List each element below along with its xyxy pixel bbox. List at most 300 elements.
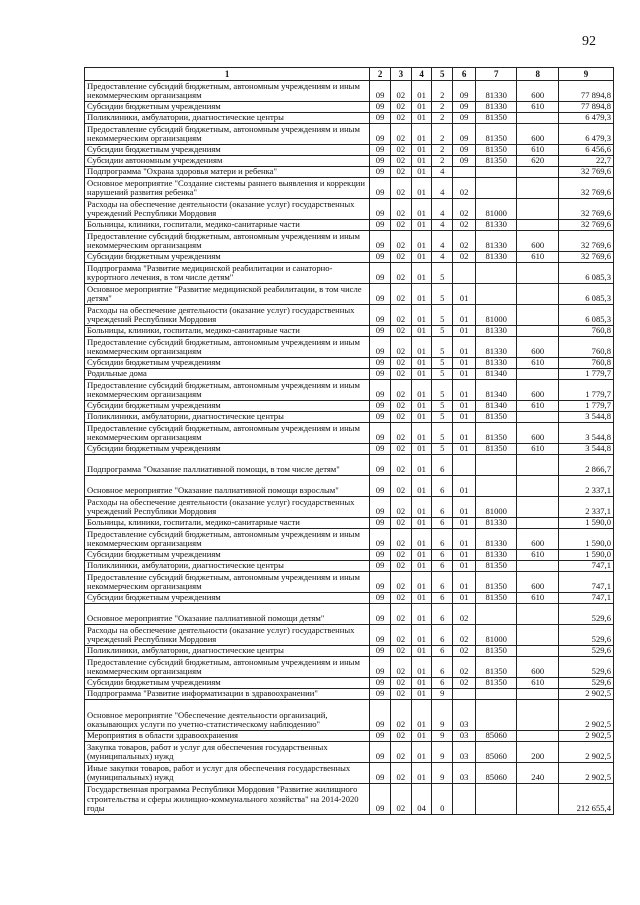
code-cell: 01 [411,700,432,731]
code-cell: 85060 [475,742,516,763]
code-cell: 81350 [475,444,516,455]
code-cell: 02 [390,742,411,763]
column-header: 5 [432,68,453,81]
code-cell [517,561,558,572]
code-cell: 610 [517,358,558,369]
code-cell: 09 [370,252,391,263]
code-cell: 2 [432,113,453,124]
table-row [85,700,614,731]
code-cell: 02 [390,220,411,231]
code-cell: 09 [370,625,391,646]
code-cell: 02 [390,412,411,423]
table-row [85,145,614,156]
code-cell: 81330 [475,252,516,263]
row-name-cell: Субсидии бюджетным учреждениям [85,102,370,113]
code-cell: 4 [432,199,453,220]
code-cell: 81330 [475,81,516,102]
code-cell: 4 [432,167,453,178]
table-row [85,369,614,380]
code-cell: 600 [517,423,558,444]
code-cell: 01 [411,156,432,167]
row-name-cell: Иные закупки товаров, работ и услуг для обеспечения государственных (муниципальных) нужд [85,763,370,784]
table-row [85,199,614,220]
code-cell: 81350 [475,412,516,423]
code-cell: 02 [390,124,411,145]
code-cell: 02 [390,731,411,742]
code-cell [475,263,516,284]
code-cell: 02 [390,678,411,689]
code-cell: 02 [390,423,411,444]
code-cell: 09 [370,784,391,815]
code-cell [517,700,558,731]
amount-cell: 32 769,6 [558,220,613,231]
code-cell: 6 [432,529,453,550]
code-cell: 02 [390,178,411,199]
table-row [85,124,614,145]
row-name-cell: Расходы на обеспечение деятельности (оказание услуг) государственных учреждений Республики Мордовия [85,305,370,326]
code-cell: 01 [453,337,476,358]
code-cell: 600 [517,529,558,550]
column-header: 9 [558,68,613,81]
row-name-cell: Больницы, клиники, госпитали, медико-санитарные части [85,220,370,231]
code-cell: 9 [432,689,453,700]
row-name-cell: Основное мероприятие "Развитие медицинской реабилитации, в том числе детям" [85,284,370,305]
code-cell: 01 [411,497,432,518]
amount-cell: 6 479,3 [558,113,613,124]
code-cell: 02 [390,199,411,220]
row-name-cell: Поликлиники, амбулатории, диагностические центры [85,646,370,657]
code-cell: 620 [517,156,558,167]
code-cell: 02 [390,763,411,784]
code-cell: 6 [432,550,453,561]
code-cell: 5 [432,369,453,380]
code-cell: 01 [411,561,432,572]
code-cell: 2 [432,156,453,167]
row-name-cell: Субсидии бюджетным учреждениям [85,145,370,156]
code-cell: 6 [432,593,453,604]
code-cell: 09 [370,529,391,550]
code-cell: 01 [411,412,432,423]
code-cell: 01 [411,731,432,742]
table-row [85,102,614,113]
code-cell: 01 [453,326,476,337]
row-name-cell: Субсидии бюджетным учреждениям [85,358,370,369]
code-cell: 09 [370,145,391,156]
amount-cell: 32 769,6 [558,231,613,252]
table-row [85,444,614,455]
table-row [85,337,614,358]
table-row [85,178,614,199]
code-cell: 09 [453,145,476,156]
row-name-cell: Основное мероприятие "Создание системы раннего выявления и коррекции нарушений развития ребенка" [85,178,370,199]
code-cell: 01 [411,423,432,444]
code-cell: 01 [411,252,432,263]
table-row [85,263,614,284]
code-cell: 02 [390,476,411,497]
amount-cell: 529,6 [558,604,613,625]
table-row [85,412,614,423]
amount-cell: 2 902,5 [558,731,613,742]
table-row [85,380,614,401]
row-name-cell: Родильные дома [85,369,370,380]
code-cell: 09 [370,102,391,113]
code-cell: 01 [411,678,432,689]
table-row [85,305,614,326]
table-row [85,731,614,742]
code-cell: 01 [453,476,476,497]
amount-cell: 1 590,0 [558,529,613,550]
code-cell: 02 [390,497,411,518]
code-cell: 01 [453,369,476,380]
code-cell: 09 [370,518,391,529]
code-cell: 81340 [475,401,516,412]
code-cell: 610 [517,145,558,156]
code-cell: 9 [432,731,453,742]
code-cell: 81000 [475,199,516,220]
code-cell: 01 [411,444,432,455]
table-row [85,113,614,124]
row-name-cell: Предоставление субсидий бюджетным, автономным учреждениям и иным некоммерческим организациям [85,81,370,102]
code-cell: 01 [411,689,432,700]
amount-cell: 1 779,7 [558,380,613,401]
amount-cell: 747,1 [558,572,613,593]
row-name-cell: Предоставление субсидий бюджетным, автономным учреждениям и иным некоммерческим организациям [85,423,370,444]
code-cell: 6 [432,561,453,572]
code-cell [517,305,558,326]
code-cell: 01 [411,646,432,657]
code-cell: 01 [453,550,476,561]
code-cell: 02 [453,657,476,678]
row-name-cell: Подпрограмма "Охрана здоровья матери и ребенка" [85,167,370,178]
code-cell: 09 [453,102,476,113]
code-cell: 01 [411,369,432,380]
code-cell: 5 [432,284,453,305]
code-cell: 02 [390,358,411,369]
code-cell: 02 [390,700,411,731]
code-cell: 09 [370,358,391,369]
code-cell: 6 [432,572,453,593]
code-cell: 09 [370,167,391,178]
code-cell: 81350 [475,572,516,593]
row-name-cell: Субсидии бюджетным учреждениям [85,401,370,412]
code-cell: 9 [432,700,453,731]
row-name-cell: Субсидии автономным учреждениям [85,156,370,167]
code-cell: 610 [517,444,558,455]
code-cell [517,199,558,220]
code-cell [475,178,516,199]
code-cell: 81340 [475,369,516,380]
row-name-cell: Поликлиники, амбулатории, диагностические центры [85,561,370,572]
code-cell: 01 [411,529,432,550]
row-name-cell: Закупка товаров, работ и услуг для обеспечения государственных (муниципальных) нужд [85,742,370,763]
code-cell: 02 [390,593,411,604]
code-cell: 02 [390,326,411,337]
code-cell: 03 [453,742,476,763]
code-cell: 01 [411,220,432,231]
code-cell: 02 [390,529,411,550]
code-cell: 01 [411,604,432,625]
code-cell: 4 [432,231,453,252]
code-cell: 01 [411,742,432,763]
code-cell: 09 [370,646,391,657]
code-cell: 02 [390,369,411,380]
row-name-cell: Предоставление субсидий бюджетным, автономным учреждениям и иным некоммерческим организациям [85,572,370,593]
column-header: 2 [370,68,391,81]
row-name-cell: Поликлиники, амбулатории, диагностические центры [85,113,370,124]
row-name-cell: Подпрограмма "Оказание паллиативной помощи, в том числе детям" [85,455,370,476]
code-cell [517,167,558,178]
amount-cell: 1 590,0 [558,550,613,561]
code-cell: 6 [432,518,453,529]
code-cell: 02 [390,455,411,476]
column-header: 8 [517,68,558,81]
table-row [85,561,614,572]
code-cell: 02 [453,678,476,689]
code-cell: 01 [411,81,432,102]
amount-cell: 212 655,4 [558,784,613,815]
code-cell: 02 [453,646,476,657]
code-cell: 85060 [475,731,516,742]
code-cell: 5 [432,358,453,369]
code-cell: 81350 [475,678,516,689]
code-cell: 02 [390,657,411,678]
code-cell [517,369,558,380]
code-cell: 81340 [475,380,516,401]
code-cell: 01 [453,305,476,326]
code-cell: 600 [517,124,558,145]
code-cell: 81350 [475,423,516,444]
row-name-cell: Предоставление субсидий бюджетным, автономным учреждениям и иным некоммерческим организациям [85,231,370,252]
code-cell: 02 [390,689,411,700]
code-cell [475,455,516,476]
amount-cell: 529,6 [558,625,613,646]
amount-cell: 77 894,8 [558,81,613,102]
row-name-cell: Мероприятия в области здравоохранения [85,731,370,742]
code-cell: 02 [390,167,411,178]
code-cell: 02 [390,561,411,572]
code-cell: 01 [453,518,476,529]
code-cell: 81350 [475,593,516,604]
code-cell [517,689,558,700]
table-row [85,358,614,369]
column-header: 6 [453,68,476,81]
table-row [85,604,614,625]
code-cell: 02 [453,178,476,199]
code-cell: 01 [411,167,432,178]
code-cell [517,412,558,423]
code-cell: 09 [370,380,391,401]
table-row [85,284,614,305]
code-cell: 02 [453,231,476,252]
amount-cell: 747,1 [558,593,613,604]
row-name-cell: Субсидии бюджетным учреждениям [85,678,370,689]
row-name-cell: Расходы на обеспечение деятельности (оказание услуг) государственных учреждений Республики Мордовия [85,497,370,518]
code-cell: 09 [370,284,391,305]
row-name-cell: Подпрограмма "Развитие информатизации в здравоохранении" [85,689,370,700]
column-header: 7 [475,68,516,81]
code-cell: 02 [390,337,411,358]
code-cell: 5 [432,305,453,326]
row-name-cell: Субсидии бюджетным учреждениям [85,444,370,455]
code-cell: 5 [432,401,453,412]
code-cell [517,731,558,742]
table-row [85,476,614,497]
row-name-cell: Субсидии бюджетным учреждениям [85,252,370,263]
code-cell: 01 [411,455,432,476]
code-cell: 01 [411,178,432,199]
code-cell: 600 [517,657,558,678]
column-header: 4 [411,68,432,81]
row-name-cell: Больницы, клиники, госпитали, медико-санитарные части [85,518,370,529]
code-cell: 01 [453,284,476,305]
amount-cell: 6 085,3 [558,263,613,284]
amount-cell: 32 769,6 [558,178,613,199]
table-row [85,231,614,252]
table-row [85,81,614,102]
code-cell: 2 [432,102,453,113]
code-cell [517,263,558,284]
amount-cell: 2 902,5 [558,689,613,700]
table-row [85,742,614,763]
row-name-cell: Основное мероприятие "Обеспечение деятельности организаций, оказывающих услуги по учетно-статистическому наблюдению" [85,700,370,731]
code-cell [453,455,476,476]
amount-cell: 77 894,8 [558,102,613,113]
code-cell [517,284,558,305]
amount-cell: 6 479,3 [558,124,613,145]
code-cell: 85060 [475,763,516,784]
code-cell: 6 [432,455,453,476]
amount-cell: 22,7 [558,156,613,167]
code-cell: 02 [390,81,411,102]
row-name-cell: Основное мероприятие "Оказание паллиативной помощи детям" [85,604,370,625]
row-name-cell: Предоставление субсидий бюджетным, автономным учреждениям и иным некоммерческим организациям [85,657,370,678]
code-cell: 02 [453,604,476,625]
row-name-cell: Субсидии бюджетным учреждениям [85,593,370,604]
code-cell: 09 [370,700,391,731]
code-cell: 81330 [475,337,516,358]
code-cell: 01 [453,412,476,423]
code-cell: 09 [370,689,391,700]
code-cell: 02 [390,231,411,252]
code-cell: 81330 [475,358,516,369]
code-cell: 09 [370,731,391,742]
table-row [85,252,614,263]
code-cell: 09 [370,742,391,763]
code-cell: 01 [453,444,476,455]
budget-table [84,67,614,815]
code-cell: 600 [517,380,558,401]
code-cell: 01 [453,423,476,444]
code-cell [453,263,476,284]
code-cell: 09 [370,113,391,124]
code-cell: 09 [370,678,391,689]
row-name-cell: Подпрограмма "Развитие медицинской реабилитации и санаторно-курортного лечения, в том числе детям" [85,263,370,284]
code-cell: 02 [390,380,411,401]
code-cell [453,167,476,178]
row-name-cell: Расходы на обеспечение деятельности (оказание услуг) государственных учреждений Республики Мордовия [85,199,370,220]
amount-cell: 2 337,1 [558,497,613,518]
amount-cell: 2 902,5 [558,700,613,731]
code-cell: 6 [432,476,453,497]
code-cell: 02 [453,220,476,231]
code-cell: 01 [411,231,432,252]
amount-cell: 6 456,6 [558,145,613,156]
row-name-cell: Предоставление субсидий бюджетным, автономным учреждениям и иным некоммерческим организациям [85,337,370,358]
code-cell: 4 [432,178,453,199]
code-cell: 01 [453,358,476,369]
code-cell: 6 [432,678,453,689]
code-cell: 02 [390,284,411,305]
code-cell: 6 [432,657,453,678]
table-row [85,625,614,646]
table-row [85,401,614,412]
code-cell: 09 [370,444,391,455]
row-name-cell: Предоставление субсидий бюджетным, автономным учреждениям и иным некоммерческим организациям [85,380,370,401]
amount-cell: 2 337,1 [558,476,613,497]
column-header: 3 [390,68,411,81]
code-cell: 09 [370,412,391,423]
code-cell: 03 [453,731,476,742]
code-cell: 81350 [475,156,516,167]
code-cell: 600 [517,572,558,593]
code-cell: 2 [432,124,453,145]
code-cell: 04 [411,784,432,815]
table-row [85,550,614,561]
table-row [85,156,614,167]
code-cell: 01 [453,497,476,518]
code-cell: 02 [390,401,411,412]
code-cell: 02 [390,625,411,646]
table-row [85,646,614,657]
code-cell: 02 [390,263,411,284]
amount-cell: 747,1 [558,561,613,572]
code-cell: 02 [390,102,411,113]
row-name-cell: Больницы, клиники, госпитали, медико-санитарные части [85,326,370,337]
code-cell: 02 [390,252,411,263]
amount-cell: 32 769,6 [558,252,613,263]
code-cell: 09 [370,156,391,167]
code-cell: 600 [517,231,558,252]
code-cell: 81350 [475,646,516,657]
code-cell: 01 [411,763,432,784]
code-cell: 9 [432,763,453,784]
code-cell: 09 [453,113,476,124]
table-row [85,657,614,678]
code-cell: 2 [432,145,453,156]
table-row [85,678,614,689]
code-cell: 02 [390,572,411,593]
table-body [85,81,614,815]
code-cell [453,784,476,815]
code-cell: 01 [453,529,476,550]
code-cell: 01 [453,593,476,604]
code-cell: 01 [453,380,476,401]
code-cell: 01 [411,102,432,113]
code-cell: 09 [370,455,391,476]
code-cell: 81330 [475,518,516,529]
code-cell: 01 [411,476,432,497]
amount-cell: 1 779,7 [558,401,613,412]
code-cell: 02 [390,604,411,625]
code-cell: 02 [453,625,476,646]
code-cell: 01 [453,561,476,572]
code-cell: 01 [411,593,432,604]
code-cell: 09 [370,199,391,220]
table-row [85,763,614,784]
code-cell: 81350 [475,113,516,124]
amount-cell: 2 866,7 [558,455,613,476]
code-cell: 09 [370,550,391,561]
